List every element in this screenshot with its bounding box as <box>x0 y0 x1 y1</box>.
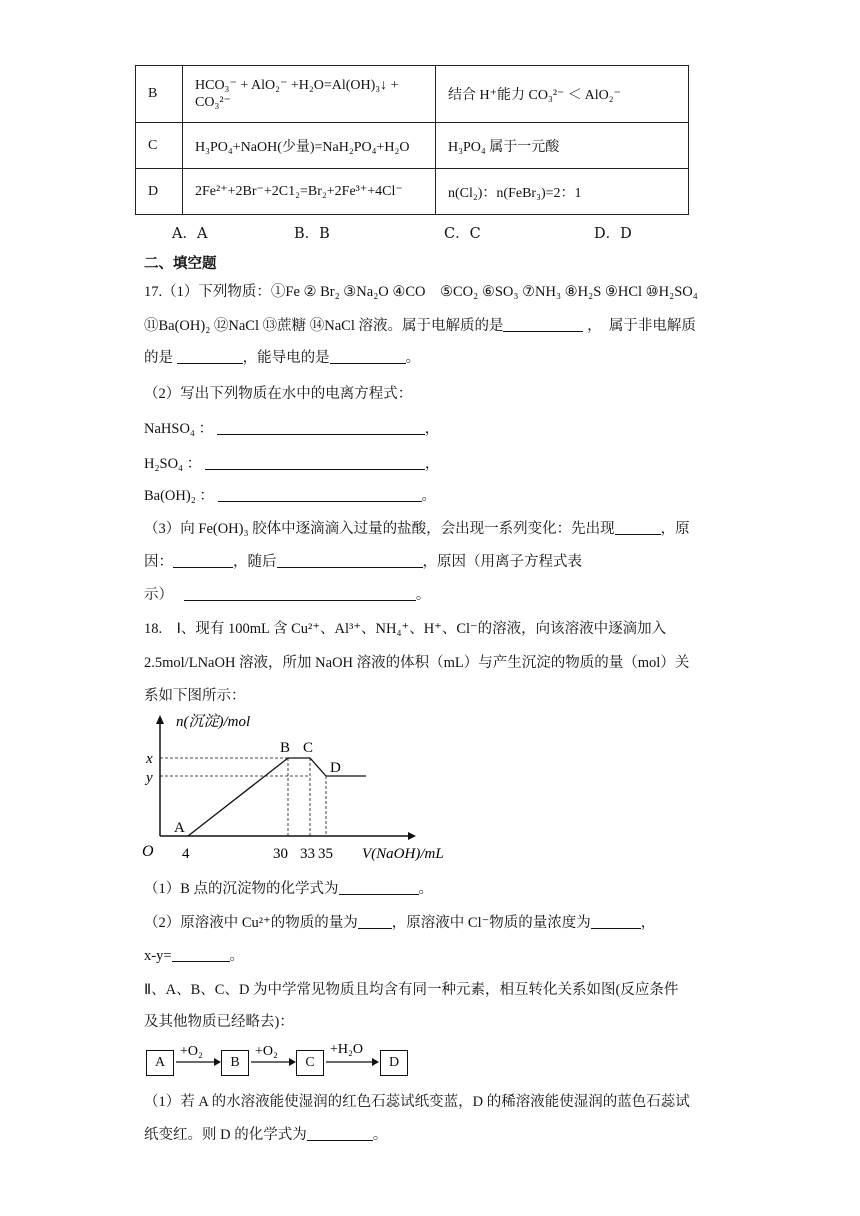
section-title: 二、填空题 <box>144 255 217 272</box>
punct: 。 <box>421 488 437 504</box>
q17-text: ，能导电的是 <box>242 350 330 366</box>
answer-blank-phenomenon-1[interactable] <box>615 520 661 535</box>
row-key: D <box>136 169 183 215</box>
q18-sub-2 <box>144 1123 387 1144</box>
eq-label: Ba(OH)₂ ： <box>144 488 214 504</box>
q17-text: ，随后 <box>233 554 277 570</box>
guide-lines <box>160 758 326 836</box>
answer-blank-phenomenon-2[interactable] <box>277 553 423 568</box>
punct: ， <box>424 456 440 472</box>
flow-box-a: A <box>146 1050 174 1076</box>
choice-c[interactable]: C．C <box>444 226 481 242</box>
arrow-label-3: +H₂O <box>330 1042 363 1057</box>
x-tick-35: 35 <box>318 846 333 862</box>
arrow-head-icon <box>214 1058 221 1066</box>
table-row <box>136 123 689 169</box>
answer-blank-ionization-3[interactable] <box>218 487 422 502</box>
q17-line-8 <box>144 517 690 538</box>
q18-ii-line-2: 及其他物质已经略去)： <box>144 1014 294 1030</box>
choice-b[interactable]: B．B <box>294 226 330 242</box>
q17-line-3 <box>144 346 420 367</box>
q18-line-1: 18. Ⅰ、现有 100mL 含 Cu²⁺、Al³⁺、NH₄⁺、H⁺、Cl⁻的溶液，向该溶液中逐滴加入 <box>144 621 667 637</box>
flow-box-d: D <box>380 1050 408 1076</box>
q18-text: （1）B 点的沉淀物的化学式为 <box>144 881 339 897</box>
row-conclusion: H₃PO₄ 属于一元酸 <box>436 123 689 169</box>
q17-line-2 <box>144 314 696 335</box>
answer-blank-nonelectrolytes[interactable] <box>177 349 243 364</box>
punct: 。 <box>405 350 421 366</box>
punct: 。 <box>418 881 434 897</box>
y-axis-arrow <box>156 715 164 724</box>
answer-blank-cu-moles[interactable] <box>358 914 392 929</box>
q18-part-3 <box>144 944 244 965</box>
row-equation: HCO₃⁻ + AlO₂⁻ +H₂O=Al(OH)₃↓ + CO₃²⁻ <box>183 66 436 123</box>
q18-sub-1: （1）若 A 的水溶液能使湿润的红色石蕊试纸变蓝，D 的稀溶液能使湿润的蓝色石蕊试 <box>144 1094 690 1110</box>
answer-blank-ionic-equation[interactable] <box>184 586 416 601</box>
q17-text: 示） <box>144 587 173 603</box>
q17-text: ，原因（用离子方程式表 <box>422 554 582 570</box>
flow-arrows <box>174 1038 382 1078</box>
answer-blank-b-formula[interactable] <box>339 880 419 895</box>
answer-blank-ionization-1[interactable] <box>217 420 425 435</box>
punct: ， <box>640 915 656 931</box>
precipitate-graph <box>140 712 470 864</box>
punct: 。 <box>229 948 245 964</box>
x-axis-arrow <box>408 832 416 840</box>
q18-line-3: 系如下图所示： <box>144 688 246 704</box>
answer-blank-conductive[interactable] <box>330 349 406 364</box>
point-d: D <box>330 760 341 776</box>
q17-eq-3 <box>144 484 436 505</box>
row-equation: 2Fe²⁺+2Br⁻+2C1₂=Br₂+2Fe³⁺+4Cl⁻ <box>183 169 436 215</box>
eq-label: NaHSO₄ ： <box>144 421 214 437</box>
q18-text: （2）原溶液中 Cu²⁺的物质的量为 <box>144 915 358 931</box>
q18-ii-line-1: Ⅱ、A、B、C、D 为中学常见物质且均含有同一种元素，相互转化关系如图(反应条件 <box>144 982 679 998</box>
answer-blank-electrolytes[interactable] <box>503 317 583 332</box>
q17-line-9 <box>144 550 582 571</box>
answer-blank-x-minus-y[interactable] <box>172 947 230 962</box>
arrow-label-2: +O₂ <box>255 1044 278 1059</box>
flow-box-b: B <box>221 1050 249 1076</box>
q18-text: x-y= <box>144 948 172 964</box>
arrow-head-icon <box>372 1058 379 1066</box>
q17-eq-2 <box>144 452 439 473</box>
q17-text: 的是 <box>144 350 173 366</box>
q18-part-1 <box>144 877 433 898</box>
y-axis-label: n(沉淀)/mol <box>176 714 251 730</box>
x-tick-4: 4 <box>182 846 190 862</box>
q17-text: ，原 <box>660 521 690 537</box>
origin-label: O <box>142 843 154 860</box>
y-tick-x: x <box>146 751 153 767</box>
arrow-head-icon <box>289 1058 296 1066</box>
q17-text: ⑪Ba(OH)₂ ⑫NaCl ⑬蔗糖 ⑭NaCl 溶液。属于电解质的是 <box>144 318 504 334</box>
answer-blank-ionization-2[interactable] <box>205 455 425 470</box>
table-row <box>136 169 689 215</box>
q17-text: ， 属于非电解质 <box>587 318 696 334</box>
choice-a[interactable]: A．A <box>172 226 208 242</box>
q17-eq-1 <box>144 417 439 438</box>
arrow-label-1: +O₂ <box>180 1044 203 1059</box>
row-conclusion: n(Cl₂)：n(FeBr₃)=2：1 <box>436 169 689 215</box>
row-key: C <box>136 123 183 169</box>
punct: 。 <box>415 587 431 603</box>
q17-text: （3）向 Fe(OH)₃ 胶体中逐滴滴入过量的盐酸，会出现一系列变化：先出现 <box>144 521 615 537</box>
x-axis-label: V(NaOH)/mL <box>362 846 444 862</box>
answer-blank-reason-1[interactable] <box>173 553 233 568</box>
punct: 。 <box>372 1127 388 1143</box>
choice-d[interactable]: D．D <box>594 226 632 242</box>
q17-text: 因： <box>144 554 173 570</box>
punct: ， <box>424 421 440 437</box>
q18-part-2 <box>144 911 655 932</box>
answer-blank-cl-concentration[interactable] <box>591 914 641 929</box>
x-tick-33: 33 <box>300 846 315 862</box>
flow-box-c: C <box>296 1050 324 1076</box>
x-tick-30: 30 <box>273 846 288 862</box>
point-c: C <box>303 740 314 756</box>
point-a: A <box>174 820 185 836</box>
q18-text: 纸变红。则 D 的化学式为 <box>144 1127 307 1143</box>
point-b: B <box>280 740 291 756</box>
q18-text: ，原溶液中 Cl⁻物质的量浓度为 <box>391 915 591 931</box>
table-row <box>136 66 689 123</box>
answer-blank-d-formula[interactable] <box>307 1126 373 1141</box>
eq-label: H₂SO₄ ： <box>144 456 202 472</box>
row-conclusion: 结合 H⁺能力 CO₃²⁻ ＜ AlO₂⁻ <box>436 66 689 123</box>
row-equation: H₃PO₄+NaOH(少量)=NaH₂PO₄+H₂O <box>183 123 436 169</box>
row-key: B <box>136 66 183 123</box>
q17-line-4: （2）写出下列物质在水中的电离方程式： <box>144 386 413 402</box>
q17-line-1: 17.（1）下列物质：①Fe ② Br₂ ③Na₂O ④CO ⑤CO₂ ⑥SO₃ ⑦NH₃ ⑧H₂S ⑨HCl ⑩H₂SO₄ <box>144 284 698 300</box>
q18-line-2: 2.5mol/LNaOH 溶液，所加 NaOH 溶液的体积（mL）与产生沉淀的物质的量（mol）关 <box>144 655 690 671</box>
q17-line-10 <box>144 583 430 604</box>
options-table <box>135 65 689 215</box>
y-tick-y: y <box>146 770 153 786</box>
